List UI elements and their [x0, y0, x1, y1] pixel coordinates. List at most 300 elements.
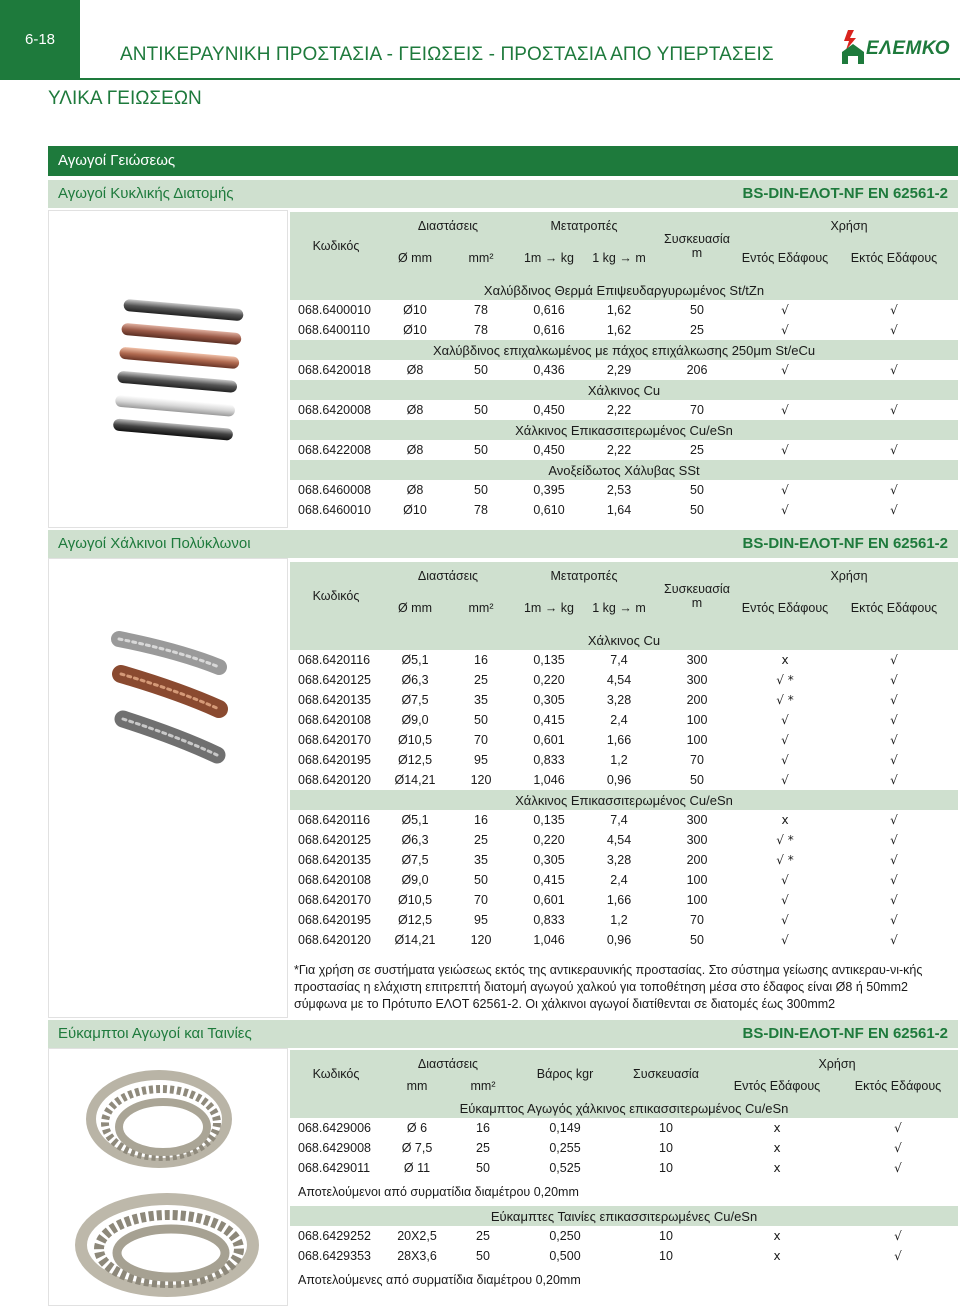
logo-emblem-icon	[840, 28, 866, 64]
flexible-table-body	[290, 1098, 958, 1294]
table-cell: 50	[474, 363, 488, 377]
table-cell: Ø14,21	[382, 770, 448, 790]
group-header-row	[290, 1098, 958, 1118]
table-cell: x	[716, 1118, 838, 1138]
table-cell: 3,28	[584, 690, 654, 710]
product-code-cell: 068.6422008	[298, 443, 371, 457]
table-cell: Ø10	[382, 500, 448, 520]
table-cell: 120	[448, 930, 514, 950]
table-cell: 200	[654, 690, 740, 710]
table-cell: 2,4	[610, 873, 628, 887]
col-m-kg: 1m → kg	[514, 586, 584, 630]
product-code-cell: 068.6420135	[290, 850, 382, 870]
product-code-cell: 068.6420125	[298, 673, 371, 687]
col-out-ground: Εκτός Εδάφους	[830, 236, 958, 280]
group-note-row	[290, 1178, 958, 1206]
table-row	[290, 360, 958, 380]
table-cell: √	[830, 890, 958, 910]
table-cell: 300	[686, 673, 708, 687]
group-title: Χάλκινος Cu	[290, 630, 958, 650]
table-cell: 10	[616, 1246, 716, 1266]
product-code-cell: 068.6400010	[290, 300, 382, 320]
table-cell: √	[890, 483, 898, 497]
table-cell: Ø8	[406, 443, 424, 457]
table-cell: 10	[659, 1229, 673, 1243]
product-code-cell: 068.6420135	[290, 690, 382, 710]
col-dimensions: Διαστάσεις	[382, 1050, 514, 1074]
group-title: Εύκαμπτος Αγωγός χάλκινος επικασσιτερωμένος Cu/eSn	[290, 1098, 958, 1118]
table-cell: 1,62	[584, 300, 654, 320]
section-header-flexible	[48, 1020, 958, 1048]
stranded-conductors-table	[290, 562, 958, 950]
table-cell: 0,500	[514, 1246, 616, 1266]
table-cell: 10	[659, 1141, 673, 1155]
table-cell: 0,250	[549, 1229, 581, 1243]
table-cell: 1,2	[610, 753, 628, 767]
table-cell: Ø10	[382, 300, 448, 320]
category-band: Αγωγοί Γειώσεως	[48, 146, 958, 176]
table-row	[290, 710, 958, 730]
product-image-stranded-conductors	[48, 558, 288, 1018]
col-in-ground: Εντός Εδάφους	[716, 1074, 838, 1098]
table-cell: √	[890, 673, 898, 687]
table-cell: 300	[654, 650, 740, 670]
section-standard: BS-DIN-ΕΛΟΤ-NF EN 62561-2	[742, 1025, 948, 1042]
table-cell: 0,395	[533, 483, 565, 497]
group-title: Χάλκινος Επικασσιτερωμένος Cu/eSn	[290, 790, 958, 810]
col-kg-m: 1 kg → m	[584, 586, 654, 630]
section-standard: BS-DIN-ΕΛΟΤ-NF EN 62561-2	[742, 535, 948, 552]
table-cell: 50	[474, 483, 488, 497]
product-code-cell: 068.6460008	[298, 483, 371, 497]
table-cell: 25	[476, 1141, 490, 1155]
product-code-cell: 068.6429011	[290, 1158, 382, 1178]
col-use: Χρήση	[740, 212, 958, 236]
table-cell: Ø7,5	[382, 690, 448, 710]
table-cell: √	[830, 300, 958, 320]
table-cell: √	[740, 890, 830, 910]
table-cell: √	[890, 873, 898, 887]
table-cell: 2,4	[610, 713, 628, 727]
round-table-body	[290, 280, 958, 520]
group-title: Ανοξείδωτος Χάλυβας SSt	[290, 460, 958, 480]
table-cell: 1,2	[610, 913, 628, 927]
table-cell: 25	[474, 833, 488, 847]
product-code-cell: 068.6420120	[290, 930, 382, 950]
table-cell: √	[781, 913, 789, 927]
product-code-cell: 068.6420170	[290, 730, 382, 750]
section-standard: BS-DIN-ΕΛΟΤ-NF EN 62561-2	[742, 185, 948, 202]
product-code-cell: 068.6429008	[298, 1141, 371, 1155]
col-packaging: Συσκευασία m	[654, 562, 740, 630]
table-cell: √	[781, 873, 789, 887]
group-header-row	[290, 340, 958, 360]
col-out-ground: Εκτός Εδάφους	[830, 586, 958, 630]
table-row	[290, 440, 958, 460]
group-header-row	[290, 380, 958, 400]
table-cell: 100	[654, 890, 740, 910]
table-cell: 50	[654, 930, 740, 950]
group-title: Χάλκινος Cu	[290, 380, 958, 400]
table-cell: √	[781, 363, 789, 377]
table-cell: √	[781, 483, 789, 497]
page-subtitle: ΥΛΙΚΑ ΓΕΙΩΣΕΩΝ	[48, 88, 202, 109]
table-row	[290, 500, 958, 520]
group-header-row	[290, 630, 958, 650]
col-packaging: Συσκευασία m	[654, 212, 740, 280]
col-kg-m: 1 kg → m	[584, 236, 654, 280]
col-out-ground: Εκτός Εδάφους	[838, 1074, 958, 1098]
table-cell: √	[890, 443, 898, 457]
stranded-table-body	[290, 630, 958, 950]
col-diameter: Ø mm	[382, 586, 448, 630]
table-cell: 0,96	[584, 770, 654, 790]
group-title: Χαλύβδινος Θερμά Επιψευδαργυρωμένος St/tZn	[290, 280, 958, 300]
table-cell: √	[890, 403, 898, 417]
table-cell: Ø8	[406, 403, 424, 417]
table-cell: √	[890, 913, 898, 927]
table-cell: 16	[452, 1118, 514, 1138]
table-cell: 10	[616, 1158, 716, 1178]
table-cell: √	[830, 930, 958, 950]
group-title: Χάλκινος Επικασσιτερωμένος Cu/eSn	[290, 420, 958, 440]
table-cell: 300	[686, 833, 708, 847]
table-cell: Ø10	[403, 323, 427, 337]
table-cell: 0,525	[514, 1158, 616, 1178]
table-cell: 0,616	[533, 323, 565, 337]
table-row	[290, 400, 958, 420]
table-cell: 78	[448, 300, 514, 320]
table-cell: √	[740, 730, 830, 750]
table-cell: 0,601	[514, 730, 584, 750]
table-cell: 0,220	[533, 833, 565, 847]
table-cell: √ *	[740, 850, 830, 870]
product-code-cell: 068.6420195	[298, 913, 371, 927]
product-code-cell: 068.6420108	[298, 873, 371, 887]
table-cell: 206	[686, 363, 708, 377]
table-cell: 100	[686, 713, 708, 727]
table-cell: √	[838, 1158, 958, 1178]
table-cell: √	[890, 363, 898, 377]
product-code-cell: 068.6420195	[298, 753, 371, 767]
table-cell: x	[740, 650, 830, 670]
table-cell: 50	[474, 713, 488, 727]
table-cell: 0,833	[533, 753, 565, 767]
table-cell: √	[740, 930, 830, 950]
table-cell: 50	[452, 1246, 514, 1266]
table-cell: 50	[474, 403, 488, 417]
table-cell: √	[830, 730, 958, 750]
table-cell: Ø12,5	[397, 753, 433, 767]
table-cell: √	[830, 650, 958, 670]
table-cell: √	[830, 770, 958, 790]
table-cell: √	[838, 1246, 958, 1266]
table-cell: 35	[448, 690, 514, 710]
table-cell: 25	[690, 323, 704, 337]
table-cell: √	[894, 1141, 902, 1155]
stranded-note: *Για χρήση σε συστήματα γειώσεως εκτός της αντικεραυνικής προστασίας. Στο σύστημα γείωσης αντικεραυ-νι-κής προστασίας η ελάχιστη επιτρεπτή διατομή αγωγού χαλκού για τοποθέτηση μέσα στο έδαφος είναι Ø8 ή 50mm2 σύμφωνα με το Πρότυπο ΕΛΟΤ 62561-2. Οι χάλκινοι αγωγοί διατίθενται σε διατομές έως 300mm2	[294, 963, 923, 1011]
table-cell: 1,046	[514, 770, 584, 790]
table-cell: 16	[448, 650, 514, 670]
table-cell: 70	[690, 403, 704, 417]
table-cell: √ *	[740, 690, 830, 710]
table-cell: √	[830, 850, 958, 870]
col-code: Κωδικός	[290, 1050, 382, 1098]
group-note-row	[290, 1266, 958, 1294]
table-cell: 0,450	[533, 403, 565, 417]
table-cell: √	[894, 1229, 902, 1243]
table-cell: 10	[616, 1118, 716, 1138]
table-cell: x	[716, 1246, 838, 1266]
table-row	[290, 480, 958, 500]
table-cell: 25	[474, 673, 488, 687]
table-cell: 0,255	[549, 1141, 581, 1155]
table-cell: Ø10,5	[382, 890, 448, 910]
product-code-cell: 068.6420125	[298, 833, 371, 847]
table-cell: Ø 7,5	[401, 1141, 433, 1155]
table-cell: √	[830, 690, 958, 710]
table-cell: 300	[654, 810, 740, 830]
group-note: Αποτελούμενες από συρματίδια διαμέτρου 0,20mm	[298, 1273, 581, 1287]
stranded-cables-illustration	[49, 559, 287, 1017]
section-header-round	[48, 180, 958, 208]
table-row	[290, 730, 958, 750]
table-cell: 2,22	[606, 403, 632, 417]
table-cell: Ø9,0	[401, 873, 429, 887]
group-header-row	[290, 790, 958, 810]
header-rule	[80, 78, 960, 80]
table-cell: 0,833	[533, 913, 565, 927]
table-cell: 100	[686, 873, 708, 887]
table-cell: 1,62	[606, 323, 632, 337]
table-cell: 0,96	[584, 930, 654, 950]
col-code: Κωδικός	[290, 212, 382, 280]
table-cell: 0,415	[533, 873, 565, 887]
table-cell: √	[781, 403, 789, 417]
col-weight: Βάρος kgr	[514, 1050, 616, 1098]
table-cell: 0,305	[514, 850, 584, 870]
table-row	[290, 670, 958, 690]
table-cell: 20X2,5	[397, 1229, 437, 1243]
table-cell: 50	[474, 873, 488, 887]
product-image-flexible-conductors	[48, 1048, 288, 1306]
table-cell: Ø5,1	[382, 810, 448, 830]
product-code-cell: 068.6420120	[290, 770, 382, 790]
table-cell: √	[830, 500, 958, 520]
round-conductors-table	[290, 212, 958, 520]
table-cell: 95	[474, 753, 488, 767]
table-cell: √	[781, 323, 789, 337]
table-cell: 70	[690, 753, 704, 767]
table-row	[290, 910, 958, 930]
table-cell: Ø7,5	[382, 850, 448, 870]
table-cell: Ø5,1	[382, 650, 448, 670]
table-cell: x	[740, 810, 830, 830]
table-cell: √	[781, 713, 789, 727]
table-cell: 7,4	[584, 810, 654, 830]
col-in-ground: Εντός Εδάφους	[740, 236, 830, 280]
col-diameter: Ø mm	[382, 236, 448, 280]
table-cell: x	[773, 1141, 781, 1155]
logo-text: ΕΛΕΜΚΟ	[866, 38, 950, 59]
section-title: Αγωγοί Κυκλικής Διατομής	[58, 185, 234, 202]
company-logo	[838, 28, 958, 68]
table-cell: √ *	[776, 673, 794, 687]
group-note: Αποτελούμενοι από συρματίδια διαμέτρου 0,20mm	[298, 1185, 579, 1199]
section-title: Αγωγοί Χάλκινοι Πολύκλωνοι	[58, 535, 251, 552]
table-row	[290, 850, 958, 870]
table-cell: 78	[448, 500, 514, 520]
table-cell: Ø12,5	[397, 913, 433, 927]
table-cell: 200	[654, 850, 740, 870]
flexible-conductors-table	[290, 1050, 958, 1294]
header-title: ΑΝΤΙΚΕΡΑΥΝΙΚΗ ΠΡΟΣΤΑΣΙΑ - ΓΕΙΩΣΕΙΣ - ΠΡΟΣΤΑΣΙΑ ΑΠΟ ΥΠΕΡΤΑΣΕΙΣ	[120, 44, 774, 65]
group-header-row	[290, 420, 958, 440]
col-use: Χρήση	[716, 1050, 958, 1074]
table-cell: 50	[452, 1158, 514, 1178]
table-cell: 2,29	[606, 363, 632, 377]
table-cell: 0,601	[514, 890, 584, 910]
table-row	[290, 1246, 958, 1266]
table-cell: 28X3,6	[382, 1246, 452, 1266]
table-cell: Ø6,3	[401, 833, 429, 847]
product-image-round-conductors	[48, 210, 288, 528]
table-cell: Ø8	[406, 483, 424, 497]
table-cell: 120	[448, 770, 514, 790]
col-packaging: Συσκευασία	[616, 1050, 716, 1098]
table-row	[290, 320, 958, 340]
table-row	[290, 650, 958, 670]
col-code: Κωδικός	[290, 562, 382, 630]
col-section: mm²	[448, 586, 514, 630]
table-cell: 70	[690, 913, 704, 927]
table-cell: Ø6,3	[401, 673, 429, 687]
table-row	[290, 690, 958, 710]
table-cell: √	[830, 810, 958, 830]
table-cell: 78	[474, 323, 488, 337]
product-code-cell: 068.6420116	[290, 810, 382, 830]
table-cell: Ø10,5	[382, 730, 448, 750]
col-dimensions: Διαστάσεις	[382, 562, 514, 586]
col-mm: mm	[382, 1074, 452, 1098]
page-number: 6-18	[0, 0, 80, 80]
product-code-cell: 068.6429006	[290, 1118, 382, 1138]
table-row	[290, 1138, 958, 1158]
table-cell: Ø9,0	[401, 713, 429, 727]
table-cell: 7,4	[584, 650, 654, 670]
table-cell: 0,220	[533, 673, 565, 687]
table-cell: 100	[654, 730, 740, 750]
table-cell: Ø 11	[382, 1158, 452, 1178]
table-cell: x	[716, 1158, 838, 1178]
product-code-cell: 068.6429353	[290, 1246, 382, 1266]
table-cell: 1,66	[584, 890, 654, 910]
table-cell: √	[781, 443, 789, 457]
col-section: mm²	[448, 236, 514, 280]
table-cell: 1,66	[584, 730, 654, 750]
group-title: Χαλύβδινος επιχαλκωμένος με πάχος επιχάλκωσης 250μm St/eCu	[290, 340, 958, 360]
table-cell: 50	[690, 483, 704, 497]
table-cell: x	[773, 1229, 781, 1243]
table-cell: 0,436	[533, 363, 565, 377]
table-cell: √	[781, 753, 789, 767]
table-cell: 0,450	[533, 443, 565, 457]
table-cell: 50	[654, 300, 740, 320]
col-conversions: Μετατροπές	[514, 562, 654, 586]
table-row	[290, 750, 958, 770]
col-conversions: Μετατροπές	[514, 212, 654, 236]
group-header-row	[290, 280, 958, 300]
col-section: mm²	[452, 1074, 514, 1098]
product-code-cell: 068.6460010	[290, 500, 382, 520]
table-cell: 35	[448, 850, 514, 870]
product-code-cell: 068.6420170	[290, 890, 382, 910]
table-row	[290, 1226, 958, 1246]
rods-illustration	[49, 211, 287, 527]
table-cell: 0,415	[533, 713, 565, 727]
product-code-cell: 068.6400110	[298, 323, 371, 337]
table-cell: 1,046	[514, 930, 584, 950]
group-title: Εύκαμπτες Ταινίες επικασσιτερωμένες Cu/eSn	[290, 1206, 958, 1226]
section-header-stranded	[48, 530, 958, 558]
table-cell: 95	[474, 913, 488, 927]
table-cell: 2,22	[606, 443, 632, 457]
col-in-ground: Εντός Εδάφους	[740, 586, 830, 630]
table-cell: 50	[654, 500, 740, 520]
table-cell: 0,135	[514, 650, 584, 670]
table-row	[290, 830, 958, 850]
table-cell: √	[740, 300, 830, 320]
group-header-row	[290, 460, 958, 480]
table-cell: √	[890, 753, 898, 767]
table-cell: 70	[448, 730, 514, 750]
product-code-cell: 068.6420008	[298, 403, 371, 417]
table-cell: 16	[448, 810, 514, 830]
table-cell: 50	[474, 443, 488, 457]
product-code-cell: 068.6420108	[298, 713, 371, 727]
table-cell: 0,149	[514, 1118, 616, 1138]
table-cell: Ø 6	[382, 1118, 452, 1138]
table-cell: 2,53	[606, 483, 632, 497]
table-cell: 4,54	[606, 833, 632, 847]
table-row	[290, 870, 958, 890]
table-row	[290, 1158, 958, 1178]
product-code-cell: 068.6420116	[290, 650, 382, 670]
table-cell: 25	[476, 1229, 490, 1243]
table-cell: √	[740, 770, 830, 790]
table-row	[290, 890, 958, 910]
table-row	[290, 810, 958, 830]
table-row	[290, 930, 958, 950]
table-cell: 0,616	[514, 300, 584, 320]
table-cell: 0,135	[514, 810, 584, 830]
col-use: Χρήση	[740, 562, 958, 586]
table-cell: 0,610	[514, 500, 584, 520]
table-cell: Ø8	[406, 363, 424, 377]
section-title: Εύκαμπτοι Αγωγοί και Ταινίες	[58, 1025, 252, 1042]
table-cell: 3,28	[584, 850, 654, 870]
table-cell: 0,305	[514, 690, 584, 710]
table-cell: 50	[654, 770, 740, 790]
table-cell: √ *	[776, 833, 794, 847]
table-cell: √	[890, 323, 898, 337]
col-m-kg: 1m → kg	[514, 236, 584, 280]
table-cell: √	[890, 713, 898, 727]
table-cell: Ø14,21	[382, 930, 448, 950]
col-dimensions: Διαστάσεις	[382, 212, 514, 236]
table-cell: 1,64	[584, 500, 654, 520]
table-row	[290, 300, 958, 320]
